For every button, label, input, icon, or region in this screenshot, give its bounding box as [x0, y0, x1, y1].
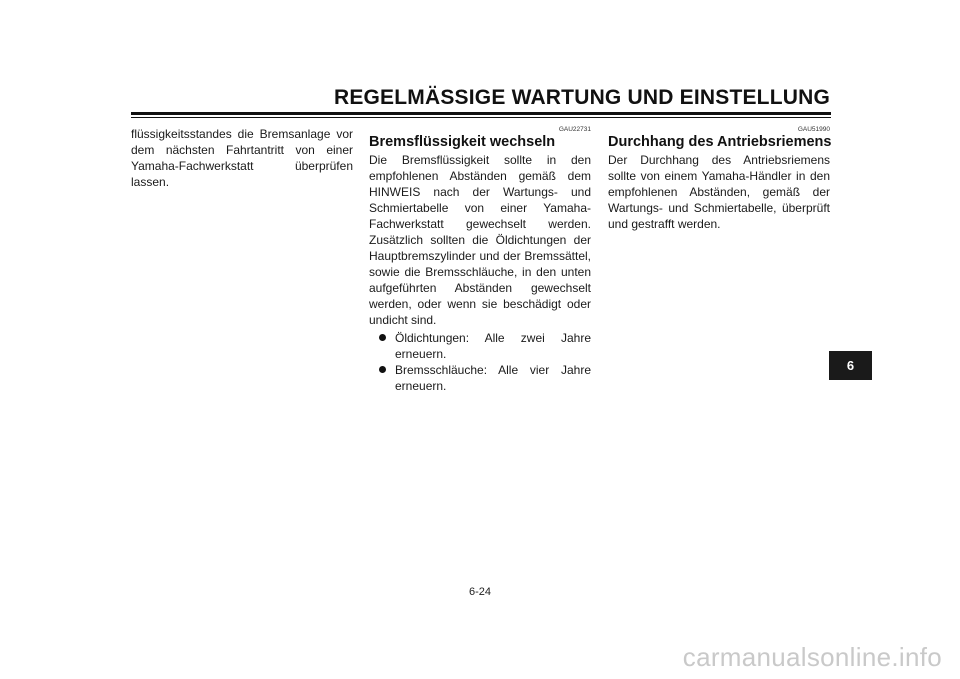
- list-item: Öldichtungen: Alle zwei Jahre erneuern.: [369, 330, 591, 362]
- page-number: 6-24: [468, 586, 492, 598]
- section-code: GAU22731: [558, 126, 591, 133]
- column-3: [608, 126, 830, 232]
- chapter-tab: 6: [829, 351, 872, 380]
- page-title: REGELMÄSSIGE WARTUNG UND EINSTELLUNG: [333, 86, 830, 109]
- list-item: Bremsschläuche: Alle vier Jahre erneuern.: [369, 362, 591, 394]
- bullet-icon: [379, 366, 386, 373]
- col1-paragraph: flüssigkeitsstandes die Bremsanlage vor dem nächsten Fahrtantritt von einer Yamaha-Fachwerkstatt überprüfen lassen.: [131, 127, 353, 189]
- col2-paragraph: Die Bremsflüssigkeit sollte in den empfohlenen Abständen gemäß dem HINWEIS nach der Wartungs- und Schmiertabelle von einer Yamaha-Fachwerkstatt gewechselt werden. Zusätzlich sollten die Öldichtungen der Hauptbremszylinder und der Bremssättel, sowie die Bremsschläuche, in den unten aufgeführten Abständen gewechselt werden, oder wenn sie beschädigt oder undicht sind.: [369, 153, 591, 327]
- header-rule-thick: [131, 112, 831, 115]
- header-rule-thin: [131, 117, 831, 118]
- section-heading-drive-belt: Durchhang des Antriebsriemens: [608, 134, 832, 150]
- bullet-list: [369, 330, 591, 394]
- watermark: carmanualsonline.info: [682, 642, 942, 672]
- column-1: [131, 126, 353, 190]
- column-2: [369, 126, 591, 394]
- section-heading-brake-fluid: Bremsflüssigkeit wechseln: [369, 134, 556, 150]
- col3-paragraph: Der Durchhang des Antriebsriemens sollte von einem Yamaha-Händler in den empfohlenen Abständen, gemäß der Wartungs- und Schmiertabelle, überprüft und gestrafft werden.: [608, 153, 830, 231]
- section-code: GAU51990: [797, 126, 830, 133]
- bullet-icon: [379, 334, 386, 341]
